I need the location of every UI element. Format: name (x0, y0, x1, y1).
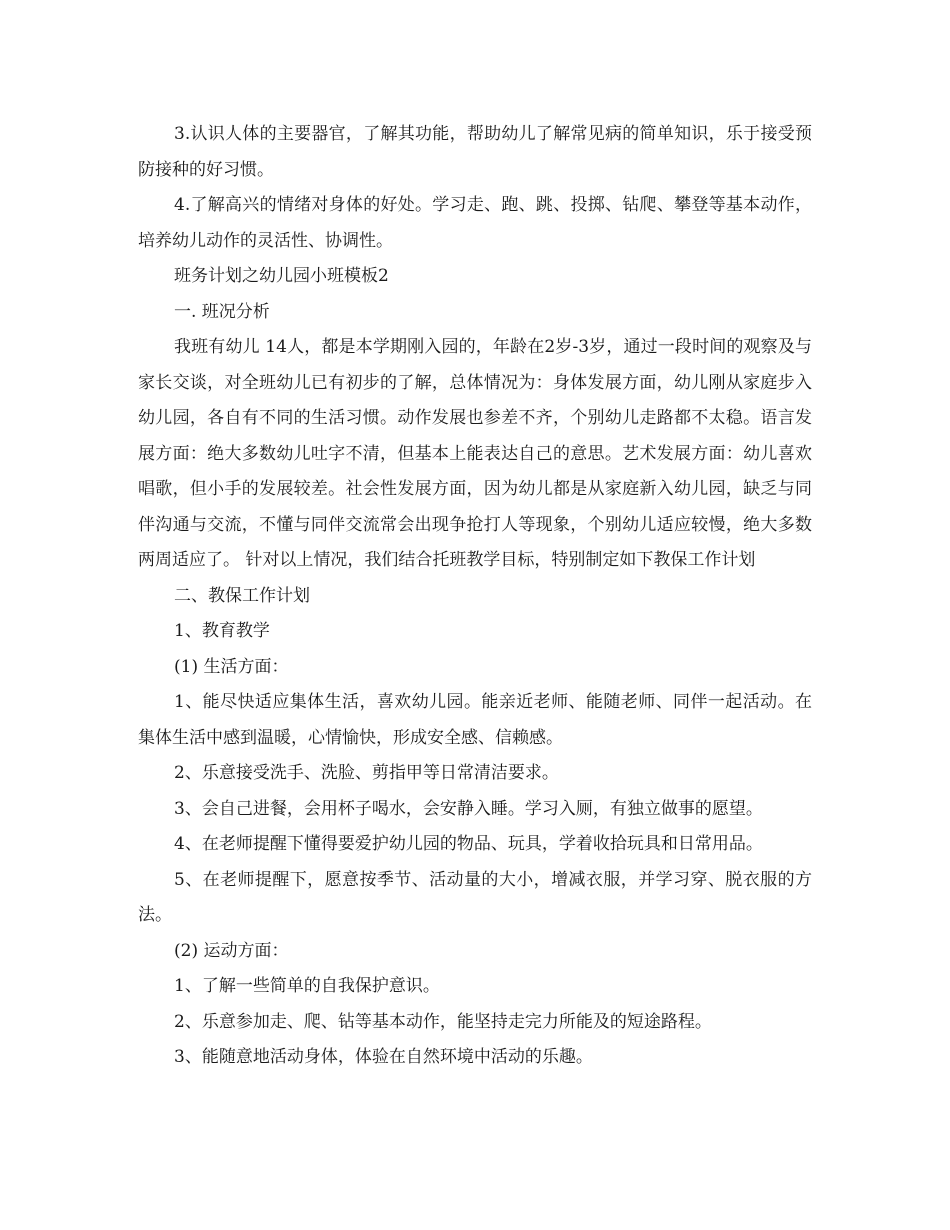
life-item-3: 3、会自己进餐，会用杯子喝水，会安静入睡。学习入厕，有独立做事的愿望。 (174, 798, 763, 819)
heading-education-teaching: 1、教育教学 (174, 621, 270, 641)
heading-work-plan: 二、教保工作计划 (174, 585, 310, 606)
life-item-2: 2、乐意接受洗手、洗脸、剪指甲等日常清洁要求。 (174, 763, 559, 783)
sports-item-2: 2、乐意参加走、爬、钻等基本动作，能坚持走完力所能及的短途路程。 (174, 1011, 712, 1032)
heading-class-analysis: 一. 班况分析 (174, 301, 270, 322)
life-item-4: 4、在老师提醒下懂得要爱护幼儿园的物品、玩具，学着收拾玩具和日常用品。 (174, 834, 763, 854)
sports-item-3: 3、能随意地活动身体，体验在自然环境中活动的乐趣。 (174, 1047, 593, 1067)
paragraph-health-goal-3: 3.认识人体的主要器官，了解其功能，帮助幼儿了解常见病的简单知识，乐于接受预防接种的好习惯。 (138, 124, 812, 180)
paragraph-health-goal-4: 4.了解高兴的情绪对身体的好处。学习走、跑、跳、投掷、钻爬、攀登等基本动作，培养幼儿动作的灵活性、协调性。 (138, 195, 812, 251)
sports-item-1: 1、了解一些简单的自我保护意识。 (174, 976, 440, 996)
section-title-template-2: 班务计划之幼儿园小班模板2 (174, 266, 389, 286)
heading-sports-aspect: (2) 运动方面： (174, 940, 289, 961)
life-item-5: 5、在老师提醒下，愿意按季节、活动量的大小，增减衣服，并学习穿、脱衣服的方法。 (138, 869, 812, 925)
heading-life-aspect: (1) 生活方面： (174, 656, 289, 677)
paragraph-class-analysis: 我班有幼儿 14人，都是本学期刚入园的，年龄在2岁-3岁，通过一段时间的观察及与家长交谈，对全班幼儿已有初步的了解，总体情况为：身体发展方面，幼儿刚从家庭步入幼儿园，各自有不同的生活习惯。动作发展也参差不齐，个别幼儿走路都不太稳。语言发展方面：绝大多数幼儿吐字不清，但基本上能表达自己的意思。艺术发展方面：幼儿喜欢唱歌，但小手的发展较差。社会性发展方面，因为幼儿都是从家庭新入幼儿园，缺乏与同伴沟通与交流，不懂与同伴交流常会出现争抢打人等现象，个别幼儿适应较慢，绝大多数两周适应了。 针对以上情况，我们结合托班教学目标，特别制定如下教保工作计划 (138, 337, 812, 570)
life-item-1: 1、能尽快适应集体生活，喜欢幼儿园。能亲近老师、能随老师、同伴一起活动。在集体生活中感到温暖，心情愉快，形成安全感、信赖感。 (138, 692, 812, 748)
